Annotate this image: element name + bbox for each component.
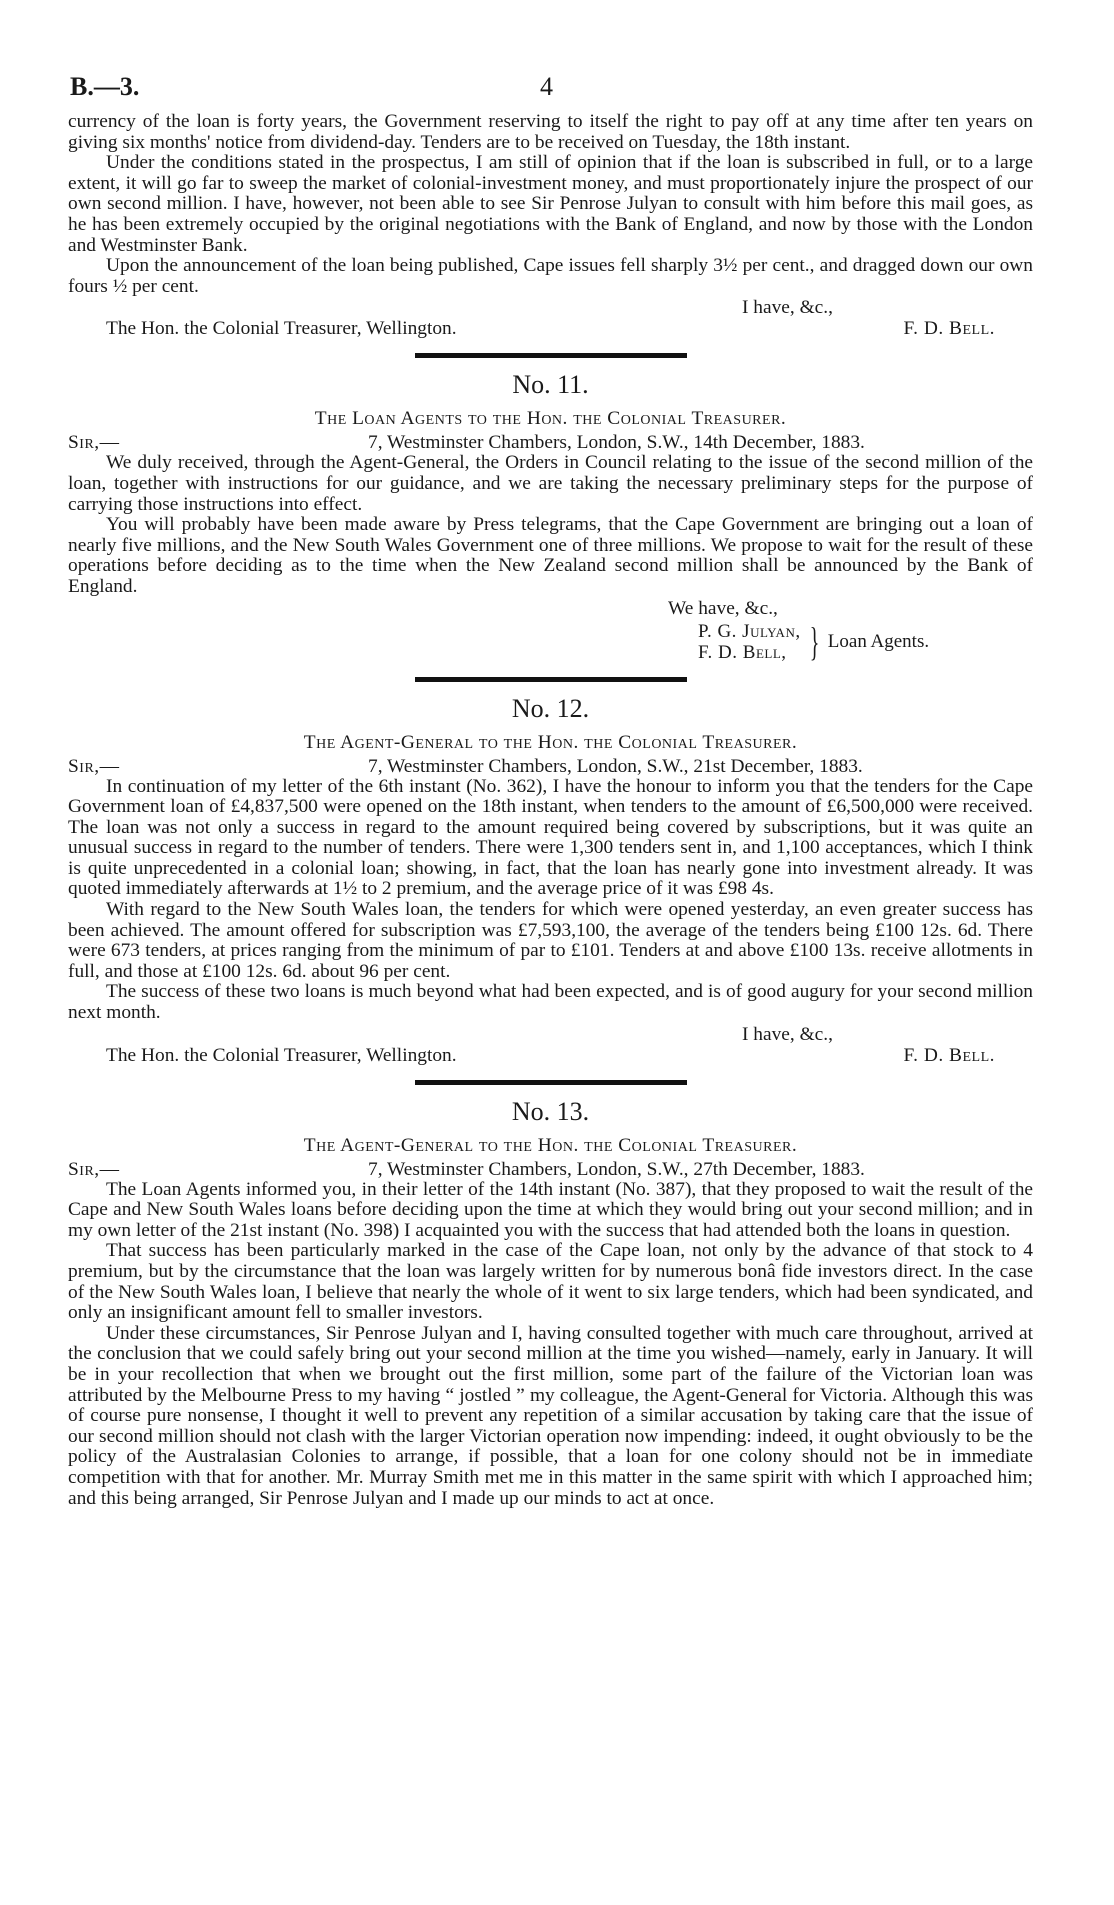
sender-address: 7, Westminster Chambers, London, S.W., 14th December, 1883.: [368, 432, 865, 454]
letter-12: [68, 694, 1033, 1066]
paragraph: With regard to the New South Wales loan, the tenders for which were opened yesterday, an even greater success has been achieved. The amount offered for subscription was £7,593,100, the average of the tenders being £100 12s. 6d. There were 673 tenders, at prices ranging from the minimum of par to £101. Tenders at and above £100 13s. receive allotments in full, and those at £100 12s. 6d. about 96 per cent.: [68, 899, 1033, 982]
sender-address: 7, Westminster Chambers, London, S.W., 27th December, 1883.: [368, 1158, 865, 1180]
letter-heading: The Agent-General to the Hon. the Colonial Treasurer.: [303, 731, 798, 753]
salutation-line: [68, 1159, 1033, 1180]
signer: F. D. Bell,: [698, 641, 787, 663]
paragraph: Upon the announcement of the loan being published, Cape issues fell sharply 3½ per cent., and dragged down our own fours ½ per cent.: [68, 255, 1033, 297]
salutation: Sir,—: [68, 755, 120, 777]
paragraph: Under the conditions stated in the prospectus, I am still of opinion that if the loan is subscribed in full, or to a large extent, it will go far to sweep the market of colonial-investment money, and must proportionately injure the prospect of our own second million. I have, however, not been able to see Sir Penrose Julyan to consult with him before this mail goes, as he has been extremely occupied by the original negotiations with the Bank of England, and now by those with the London and Westminster Bank.: [68, 152, 1033, 256]
salutation-line: [68, 432, 1033, 453]
signer: P. G. Julyan,: [698, 620, 801, 642]
closing: I have, &c.,: [742, 1023, 833, 1045]
letter-13: [68, 1097, 1033, 1510]
paragraph: currency of the loan is forty years, the Government reserving to itself the right to pay off at any time after ten years on giving six months' notice from dividend-day. Tenders are to be received on Tuesday, the 18th instant.: [68, 111, 1033, 153]
paragraph: You will probably have been made aware by Press telegrams, that the Cape Government are bringing out a loan of nearly five millions, and the New South Wales Government one of three millions. We propose to wait for the result of these operations before deciding as to the time when the New Zealand second million shall be announced by the Bank of England.: [68, 514, 1033, 597]
paragraph: We duly received, through the Agent-General, the Orders in Council relating to the issue of the second million of the loan, together with instructions for our guidance, and we are taking the necessary preliminary steps for the purpose of carrying those instructions into effect.: [68, 452, 1033, 515]
addressee: The Hon. the Colonial Treasurer, Wellington.: [106, 318, 457, 340]
paragraph: In continuation of my letter of the 6th instant (No. 362), I have the honour to inform you that the tenders for the Cape Government loan of £4,837,500 were opened on the 18th instant, when tenders to the amount of £6,500,000 were received. The loan was not only a success in regard to the amount required being covered by subscriptions, but it was quite an unusual success in regard to the number of tenders. There were 1,300 tenders sent in, and 1,100 acceptances, which I think is quite unprecedented in a colonial loan; showing, in fact, that the loan has nearly gone into investment already. It was quoted immediately afterwards at 1½ to 2 premium, and the average price of it was £98 4s.: [68, 775, 1033, 900]
closing: I have, &c.,: [742, 297, 833, 319]
paragraph: That success has been particularly marked in the case of the Cape loan, not only by the advance of that stock to 4 premium, but by the circumstance that the loan was largely written for by numerous bonâ fide investors direct. In the case of the New South Wales loan, I believe that nearly the whole of it went to six large tenders, which had been syndicated, and only an insignificant amount fell to smaller investors.: [68, 1240, 1033, 1324]
letter-number: No. 11.: [512, 370, 589, 400]
letter-continuation: [68, 112, 1033, 339]
paragraph: The success of these two loans is much beyond what had been expected, and is of good augury for your second million next month.: [68, 981, 1033, 1024]
signature-line: [68, 1045, 1033, 1066]
page-header: [68, 72, 1033, 112]
paragraph: Under these circumstances, Sir Penrose Julyan and I, having consulted together with much care throughout, arrived at the conclusion that we could safely bring out your second million at the time you wished—namely, early in January. It will be in your recollection that when we brought out the first million, some part of the failure of the Victorian loan was attributed by the Melbourne Press to my having “ jostled ” my colleague, the Agent-General for Victoria. Although this was of course pure nonsense, I thought it well to prevent any repetition of a similar accusation by taking care that the issue of our second million should not clash with the larger Victorian operation now impending: indeed, it ought obviously to be the policy of the Australasian Colonies to arrange, if possible, that a loan for one colony should not be in immediate competition with that for another. Mr. Murray Smith met me in this matter in the same spirit with which I approached him; and this being arranged, Sir Penrose Julyan and I made up our minds to act at once.: [68, 1322, 1033, 1509]
closing-line: [68, 1024, 1033, 1045]
closing-line: [68, 297, 1033, 318]
letter-number: No. 13.: [511, 1096, 590, 1126]
salutation-line: [68, 756, 1033, 777]
section-divider: [415, 677, 687, 682]
salutation: Sir,—: [68, 432, 120, 454]
signatories: [68, 618, 1033, 664]
paragraph: The Loan Agents informed you, in their letter of the 14th instant (No. 387), that they proposed to wait the result of the Cape and New South Wales loans before deciding upon the time at which they would bring out your second million; and in my own letter of the 21st instant (No. 398) I acquainted you with the success that had attended both the loans in question.: [68, 1178, 1033, 1241]
signature: F. D. Bell.: [903, 318, 995, 340]
addressee: The Hon. the Colonial Treasurer, Wellington.: [106, 1044, 457, 1066]
closing: We have, &c.,: [668, 597, 778, 619]
document-reference: B.—3.: [70, 72, 140, 101]
page-number: 4: [540, 72, 553, 101]
letter-heading: The Loan Agents to the Hon. the Colonial Treasurer.: [314, 408, 787, 430]
letter-number: No. 12.: [511, 693, 590, 723]
brace-symbol: }: [809, 618, 819, 664]
salutation: Sir,—: [68, 1158, 120, 1180]
section-divider: [415, 1080, 687, 1085]
letter-heading: The Agent-General to the Hon. the Colonial Treasurer.: [303, 1134, 798, 1156]
agents-label: Loan Agents.: [827, 631, 930, 652]
letter-11: [68, 370, 1033, 662]
sender-address: 7, Westminster Chambers, London, S.W., 21st December, 1883.: [368, 755, 863, 777]
signature: F. D. Bell.: [903, 1044, 995, 1066]
document-page: [68, 72, 1033, 1509]
signature-line: [68, 318, 1033, 339]
section-divider: [415, 353, 687, 358]
